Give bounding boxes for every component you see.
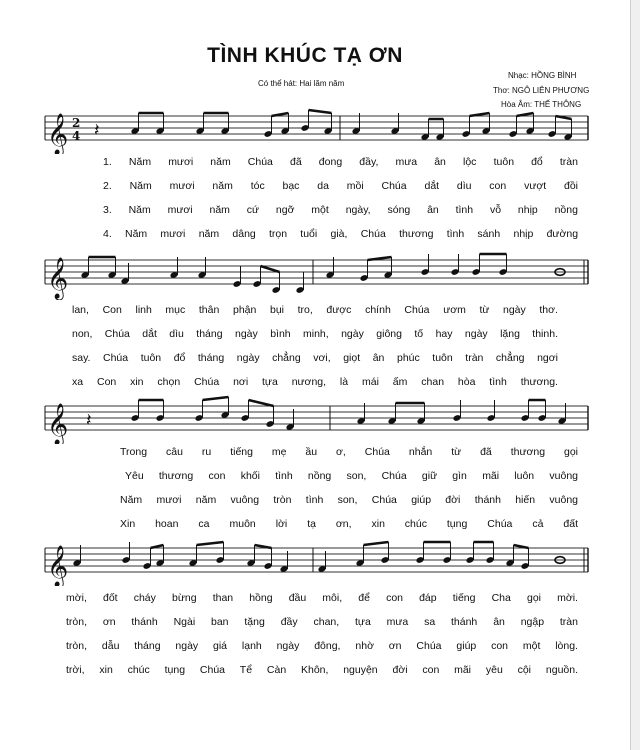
lyric-line-1-4 xyxy=(0,228,640,244)
lyric-syllable: cội xyxy=(517,664,532,676)
lyric-syllable: thánh xyxy=(131,616,158,628)
time-signature-top: 2 xyxy=(72,116,81,130)
lyric-syllable: Năm xyxy=(128,156,152,168)
note-beam xyxy=(197,542,224,545)
lyric-syllable: Khôn, xyxy=(301,664,329,676)
lyric-syllable: năm xyxy=(195,494,217,506)
lyric-syllable: than xyxy=(212,592,234,604)
lyric-syllable: ấm xyxy=(392,376,408,388)
lyric-syllable: phúc xyxy=(397,352,420,364)
lyric-syllable: năm xyxy=(198,228,220,240)
staff-system-2 xyxy=(0,248,640,300)
lyric-syllable: khối xyxy=(240,470,260,482)
lyric-syllable: mươi xyxy=(168,156,194,168)
lyric-syllable: Năm xyxy=(129,180,152,192)
lyric-line-2-4 xyxy=(0,376,640,392)
lyric-syllable: Chúa xyxy=(416,640,442,652)
lyric-syllable: một xyxy=(522,640,541,652)
lyric-syllable: đầu xyxy=(288,592,307,604)
lyric-syllable: mời, xyxy=(66,592,87,604)
lyric-syllable: đất xyxy=(563,518,578,530)
lyric-syllable: tình xyxy=(455,204,474,216)
lyric-syllable: lặng xyxy=(500,328,520,340)
lyric-syllable: là xyxy=(339,376,349,388)
poem-credit: Thơ: NGÔ LIÊN PHƯƠNG xyxy=(493,86,590,95)
time-signature-bottom: 4 xyxy=(72,129,81,143)
lyric-syllable: câu xyxy=(166,446,183,458)
lyric-syllable: tuôn xyxy=(432,352,453,364)
lyric-syllable: sánh xyxy=(477,228,501,240)
lyric-syllable: Chúa xyxy=(487,518,513,530)
lyric-syllable: phận xyxy=(233,304,257,316)
lyric-syllable: đã xyxy=(290,156,302,168)
lyric-syllable: tràn xyxy=(465,352,484,364)
lyric-line-3-4 xyxy=(0,518,640,534)
lyric-syllable: lộc xyxy=(463,156,477,168)
lyric-syllable: vuông xyxy=(230,494,260,506)
staff-1 xyxy=(0,104,640,154)
lyric-syllable: Chúa xyxy=(381,180,407,192)
lyric-syllable: Trong xyxy=(120,446,148,458)
lyric-syllable: năm xyxy=(210,156,231,168)
lyric-syllable: lan, xyxy=(72,304,89,316)
lyric-syllable: ngày xyxy=(464,328,488,340)
lyric-line-1-2 xyxy=(0,180,640,196)
staff-system-3 xyxy=(0,392,640,444)
lyric-syllable: ân xyxy=(372,352,385,364)
lyric-syllable: tròn xyxy=(273,494,292,506)
lyric-syllable: ca xyxy=(198,518,210,530)
lyric-syllable: bừng xyxy=(172,592,197,604)
lyric-syllable: trọn xyxy=(269,228,288,240)
lyric-syllable: yêu xyxy=(485,664,503,676)
lyric-syllable: xa xyxy=(72,376,84,388)
lyric-syllable: tựa xyxy=(262,376,278,388)
lyric-syllable: ngỡ xyxy=(275,204,295,216)
lyric-syllable: từ xyxy=(479,304,490,316)
lyric-syllable: 4. xyxy=(103,228,112,240)
lyric-syllable: ngày xyxy=(235,328,258,340)
lyric-syllable: mồi xyxy=(346,180,364,192)
treble-clef-icon: 𝄞 xyxy=(47,114,69,154)
lyric-syllable: son, xyxy=(346,470,367,482)
lyric-syllable: hoan xyxy=(155,518,179,530)
lyric-syllable: ân xyxy=(493,616,505,628)
note-beam xyxy=(203,397,229,400)
lyric-syllable: lòng. xyxy=(555,640,578,652)
lyric-syllable: tụng xyxy=(446,518,468,530)
lyric-syllable: dắt xyxy=(142,328,157,340)
singing-note: Có thể hát: Hai lăm năm xyxy=(258,79,345,88)
page-edge xyxy=(630,0,640,750)
lyric-syllable: Năm xyxy=(125,228,148,240)
lyric-syllable: xin xyxy=(130,376,144,388)
lyric-syllable: dâng xyxy=(232,228,256,240)
lyric-syllable: ngày xyxy=(175,640,199,652)
lyric-syllable: 3. xyxy=(103,204,112,216)
lyric-syllable: Ngài xyxy=(173,616,196,628)
lyric-syllable: hòa xyxy=(457,376,476,388)
lyric-syllable: thân xyxy=(198,304,220,316)
lyric-syllable: bạc xyxy=(282,180,300,192)
lyric-syllable: ầu xyxy=(305,446,318,458)
lyric-syllable: mưa xyxy=(386,616,409,628)
lyric-syllable: ban xyxy=(211,616,229,628)
lyric-syllable: ươm xyxy=(443,304,466,316)
lyric-syllable: 2. xyxy=(103,180,112,192)
lyric-syllable: gọi xyxy=(527,592,542,604)
staff-system-1 xyxy=(0,104,640,154)
lyric-syllable: ân xyxy=(427,204,439,216)
lyric-syllable: để xyxy=(358,592,370,604)
lyric-syllable: ngày xyxy=(503,304,526,316)
lyric-syllable: sa xyxy=(424,616,436,628)
staff-3 xyxy=(0,392,640,444)
harmony-credit: Hòa Âm: THẾ THÔNG xyxy=(501,100,582,109)
lyric-syllable: Năm xyxy=(128,204,151,216)
lyric-syllable: từ xyxy=(451,446,462,458)
lyric-syllable: thơ. xyxy=(539,304,558,316)
lyric-syllable: linh xyxy=(135,304,152,316)
lyric-syllable: giữ xyxy=(421,470,438,482)
lyric-syllable: đổ xyxy=(173,352,186,364)
lyric-syllable: bụi xyxy=(270,304,285,316)
lyric-syllable: giông xyxy=(376,328,402,340)
lyric-syllable: Chúa xyxy=(381,470,407,482)
lyric-syllable: thương xyxy=(510,446,546,458)
lyric-syllable: thương xyxy=(158,470,194,482)
lyric-syllable: thương xyxy=(399,228,434,240)
lyric-syllable: dắt xyxy=(424,180,440,192)
lyric-syllable: tháng xyxy=(196,328,223,340)
lyric-syllable: tình xyxy=(446,228,465,240)
lyric-syllable: đốt xyxy=(103,592,118,604)
lyric-syllable: một xyxy=(311,204,329,216)
lyric-syllable: đổ xyxy=(531,156,543,168)
song-title: TÌNH KHÚC TẠ ƠN xyxy=(207,44,403,67)
lyric-syllable: gọi xyxy=(564,446,579,458)
staff-4 xyxy=(0,534,640,586)
lyric-syllable: Yêu xyxy=(125,470,144,482)
lyric-syllable: Chúa xyxy=(360,228,386,240)
lyric-syllable: Chúa xyxy=(371,494,397,506)
lyric-syllable: ngày xyxy=(236,352,260,364)
note-beam xyxy=(364,542,389,545)
lyric-syllable: già, xyxy=(330,228,348,240)
lyric-syllable: giá xyxy=(213,640,228,652)
lyric-syllable: tròn, xyxy=(66,616,88,628)
lyric-syllable: vuông xyxy=(549,470,578,482)
lyric-syllable: tuổi xyxy=(300,228,318,240)
treble-clef-icon: 𝄞 xyxy=(47,546,69,586)
lyric-syllable: nồng xyxy=(307,470,332,482)
lyric-syllable: tình xyxy=(275,470,293,482)
lyric-syllable: con xyxy=(491,640,509,652)
lyric-syllable: chan xyxy=(421,376,445,388)
lyric-syllable: thánh xyxy=(451,616,478,628)
lyric-syllable: đáp xyxy=(419,592,437,604)
lyric-syllable: giọt xyxy=(343,352,361,364)
lyric-syllable: Con xyxy=(97,376,117,388)
lyric-syllable: nguồn. xyxy=(545,664,579,676)
lyric-syllable: Chúa xyxy=(194,376,220,388)
lyric-syllable: vượt xyxy=(524,180,547,192)
lyric-syllable: Tể xyxy=(239,664,253,676)
lyric-syllable: mái xyxy=(362,376,379,388)
lyric-syllable: minh, xyxy=(303,328,329,340)
lyric-syllable: son, xyxy=(337,494,358,506)
quarter-rest-icon: 𝄽 xyxy=(86,410,92,431)
lyric-syllable: mươi xyxy=(156,494,182,506)
lyric-syllable: mãi xyxy=(482,470,500,482)
lyric-line-2-1 xyxy=(0,304,640,320)
lyric-syllable: luôn xyxy=(514,470,535,482)
lyric-syllable: tố xyxy=(414,328,424,340)
lyric-syllable: say. xyxy=(72,352,91,364)
lyric-syllable: dìu xyxy=(456,180,472,192)
lyric-syllable: đông, xyxy=(314,640,341,652)
lyric-syllable: mãi xyxy=(454,664,472,676)
lyric-syllable: non, xyxy=(72,328,93,340)
lyric-syllable: 1. xyxy=(103,156,112,168)
lyric-syllable: ru xyxy=(201,446,212,458)
note-beam xyxy=(249,400,274,406)
lyric-syllable: mươi xyxy=(169,180,195,192)
lyric-syllable: dìu xyxy=(169,328,184,340)
lyric-syllable: tháng xyxy=(134,640,161,652)
lyric-syllable: dẫu xyxy=(101,640,120,652)
lyric-syllable: Chúa xyxy=(404,304,430,316)
lyric-syllable: mươi xyxy=(167,204,193,216)
lyric-syllable: ơn xyxy=(102,616,116,628)
lyric-syllable: sóng xyxy=(387,204,411,216)
lyric-line-3-3 xyxy=(0,494,640,510)
lyric-syllable: lạnh xyxy=(241,640,262,652)
lyric-syllable: mời. xyxy=(557,592,578,604)
lyric-syllable: con xyxy=(489,180,507,192)
lyric-syllable: giúp xyxy=(456,640,477,652)
lyric-syllable: đời xyxy=(445,494,461,506)
lyric-syllable: Càn xyxy=(266,664,287,676)
lyric-syllable: ơn, xyxy=(335,518,352,530)
treble-clef-icon: 𝄞 xyxy=(47,404,69,444)
lyric-syllable: nhờ xyxy=(355,640,374,652)
lyric-syllable: nguyện xyxy=(343,664,378,676)
lyric-syllable: năm xyxy=(209,204,230,216)
music-credit: Nhạc: HỒNG BÌNH xyxy=(508,71,577,80)
treble-clef-icon: 𝄞 xyxy=(47,258,69,299)
lyric-syllable: nồng xyxy=(554,204,578,216)
lyric-syllable: tặng xyxy=(244,616,265,628)
lyric-syllable: Chúa xyxy=(247,156,273,168)
lyric-syllable: tràn xyxy=(559,156,578,168)
lyric-line-2-3 xyxy=(0,352,640,368)
lyric-syllable: vỗ xyxy=(490,204,502,216)
lyric-syllable: ơn xyxy=(388,640,402,652)
lyric-syllable: đường xyxy=(546,228,579,240)
lyric-syllable: chọn xyxy=(157,376,181,388)
lyric-syllable: cứ xyxy=(246,204,260,216)
lyric-syllable: tình xyxy=(305,494,324,506)
lyric-syllable: chẳng xyxy=(495,352,525,364)
lyric-line-2-2 xyxy=(0,328,640,344)
lyric-syllable: vuông xyxy=(549,494,578,506)
lyric-line-3-1 xyxy=(0,446,640,462)
lyric-syllable: hồng xyxy=(249,592,273,604)
lyric-syllable: con xyxy=(386,592,404,604)
lyric-syllable: lời xyxy=(275,518,288,530)
lyric-syllable: chính xyxy=(365,304,391,316)
lyric-syllable: chan, xyxy=(313,616,340,628)
lyric-syllable: Chúa xyxy=(364,446,390,458)
lyric-syllable: gìn xyxy=(452,470,467,482)
lyric-syllable: nhắn xyxy=(408,446,433,458)
staff-system-4 xyxy=(0,534,640,586)
lyric-syllable: bình xyxy=(270,328,291,340)
quarter-rest-icon: 𝄽 xyxy=(94,120,100,141)
lyric-syllable: thánh xyxy=(474,494,501,506)
lyric-syllable: tiếng xyxy=(452,592,476,604)
lyric-syllable: nhịp xyxy=(517,204,538,216)
lyric-line-4-1 xyxy=(0,592,640,608)
lyric-syllable: tình xyxy=(489,376,507,388)
lyric-syllable: tháng xyxy=(197,352,225,364)
lyric-syllable: mưa xyxy=(395,156,418,168)
lyric-syllable: vơi, xyxy=(313,352,331,364)
lyric-syllable: ngày xyxy=(341,328,364,340)
lyric-syllable: tuôn xyxy=(493,156,515,168)
lyric-syllable: tiếng xyxy=(230,446,253,458)
lyric-syllable: ơ, xyxy=(336,446,346,458)
lyric-syllable: Chúa xyxy=(104,328,130,340)
lyric-syllable: con xyxy=(208,470,226,482)
lyric-syllable: mẹ xyxy=(271,446,287,458)
lyric-syllable: cháy xyxy=(133,592,156,604)
lyric-line-4-2 xyxy=(0,616,640,632)
lyric-syllable: tóc xyxy=(250,180,265,192)
lyric-syllable: nơi xyxy=(233,376,249,388)
lyric-syllable: Con xyxy=(102,304,122,316)
lyric-syllable: thương. xyxy=(520,376,558,388)
lyric-syllable: đầy, xyxy=(359,156,379,168)
lyric-syllable: đầy xyxy=(280,616,298,628)
lyric-syllable: muôn xyxy=(229,518,256,530)
lyric-syllable: xin xyxy=(99,664,113,676)
lyric-syllable: ngày, xyxy=(345,204,371,216)
lyric-syllable: da xyxy=(317,180,329,192)
lyric-syllable: đã xyxy=(480,446,492,458)
lyric-syllable: cả xyxy=(532,518,544,530)
lyric-syllable: mươi xyxy=(160,228,186,240)
lyric-line-4-4 xyxy=(0,664,640,680)
lyric-syllable: thinh. xyxy=(532,328,558,340)
lyric-syllable: tròn, xyxy=(66,640,88,652)
staff-2 xyxy=(0,248,640,300)
lyric-line-1-1 xyxy=(0,156,640,172)
lyric-syllable: tràn xyxy=(559,616,578,628)
lyric-syllable: Xin xyxy=(120,518,136,530)
lyric-syllable: năm xyxy=(212,180,233,192)
lyric-syllable: tro, xyxy=(297,304,313,316)
lyric-syllable: giúp xyxy=(411,494,432,506)
lyric-syllable: môi, xyxy=(322,592,343,604)
lyric-syllable: Chúa xyxy=(199,664,225,676)
lyric-syllable: được xyxy=(326,304,352,316)
lyric-syllable: chẳng xyxy=(272,352,301,364)
lyric-line-3-2 xyxy=(0,470,640,486)
lyric-syllable: ngập xyxy=(520,616,545,628)
lyric-syllable: Năm xyxy=(120,494,143,506)
lyric-line-4-3 xyxy=(0,640,640,656)
lyric-syllable: Cha xyxy=(491,592,511,604)
lyric-syllable: tạ xyxy=(307,518,316,530)
lyric-syllable: ngơi xyxy=(537,352,558,364)
lyric-syllable: trời, xyxy=(66,664,85,676)
note-beam xyxy=(261,266,280,272)
lyric-syllable: con xyxy=(422,664,440,676)
lyric-syllable: nương, xyxy=(291,376,327,388)
lyric-syllable: Chúa xyxy=(103,352,129,364)
lyric-syllable: đong xyxy=(318,156,343,168)
lyric-syllable: chúc xyxy=(404,518,427,530)
lyric-syllable: mục xyxy=(165,304,186,316)
lyric-syllable: hay xyxy=(435,328,453,340)
lyric-syllable: chúc xyxy=(127,664,150,676)
lyric-syllable: đời xyxy=(392,664,408,676)
lyric-syllable: hiến xyxy=(515,494,536,506)
lyric-syllable: đồi xyxy=(564,180,579,192)
lyric-syllable: nhịp xyxy=(513,228,534,240)
lyric-syllable: xin xyxy=(371,518,385,530)
lyric-line-1-3 xyxy=(0,204,640,220)
lyric-syllable: ngày xyxy=(276,640,300,652)
lyric-syllable: tuôn xyxy=(140,352,162,364)
lyric-syllable: tụng xyxy=(164,664,186,676)
lyric-syllable: ân xyxy=(434,156,446,168)
note-beam xyxy=(309,110,332,113)
lyric-syllable: tựa xyxy=(355,616,371,628)
